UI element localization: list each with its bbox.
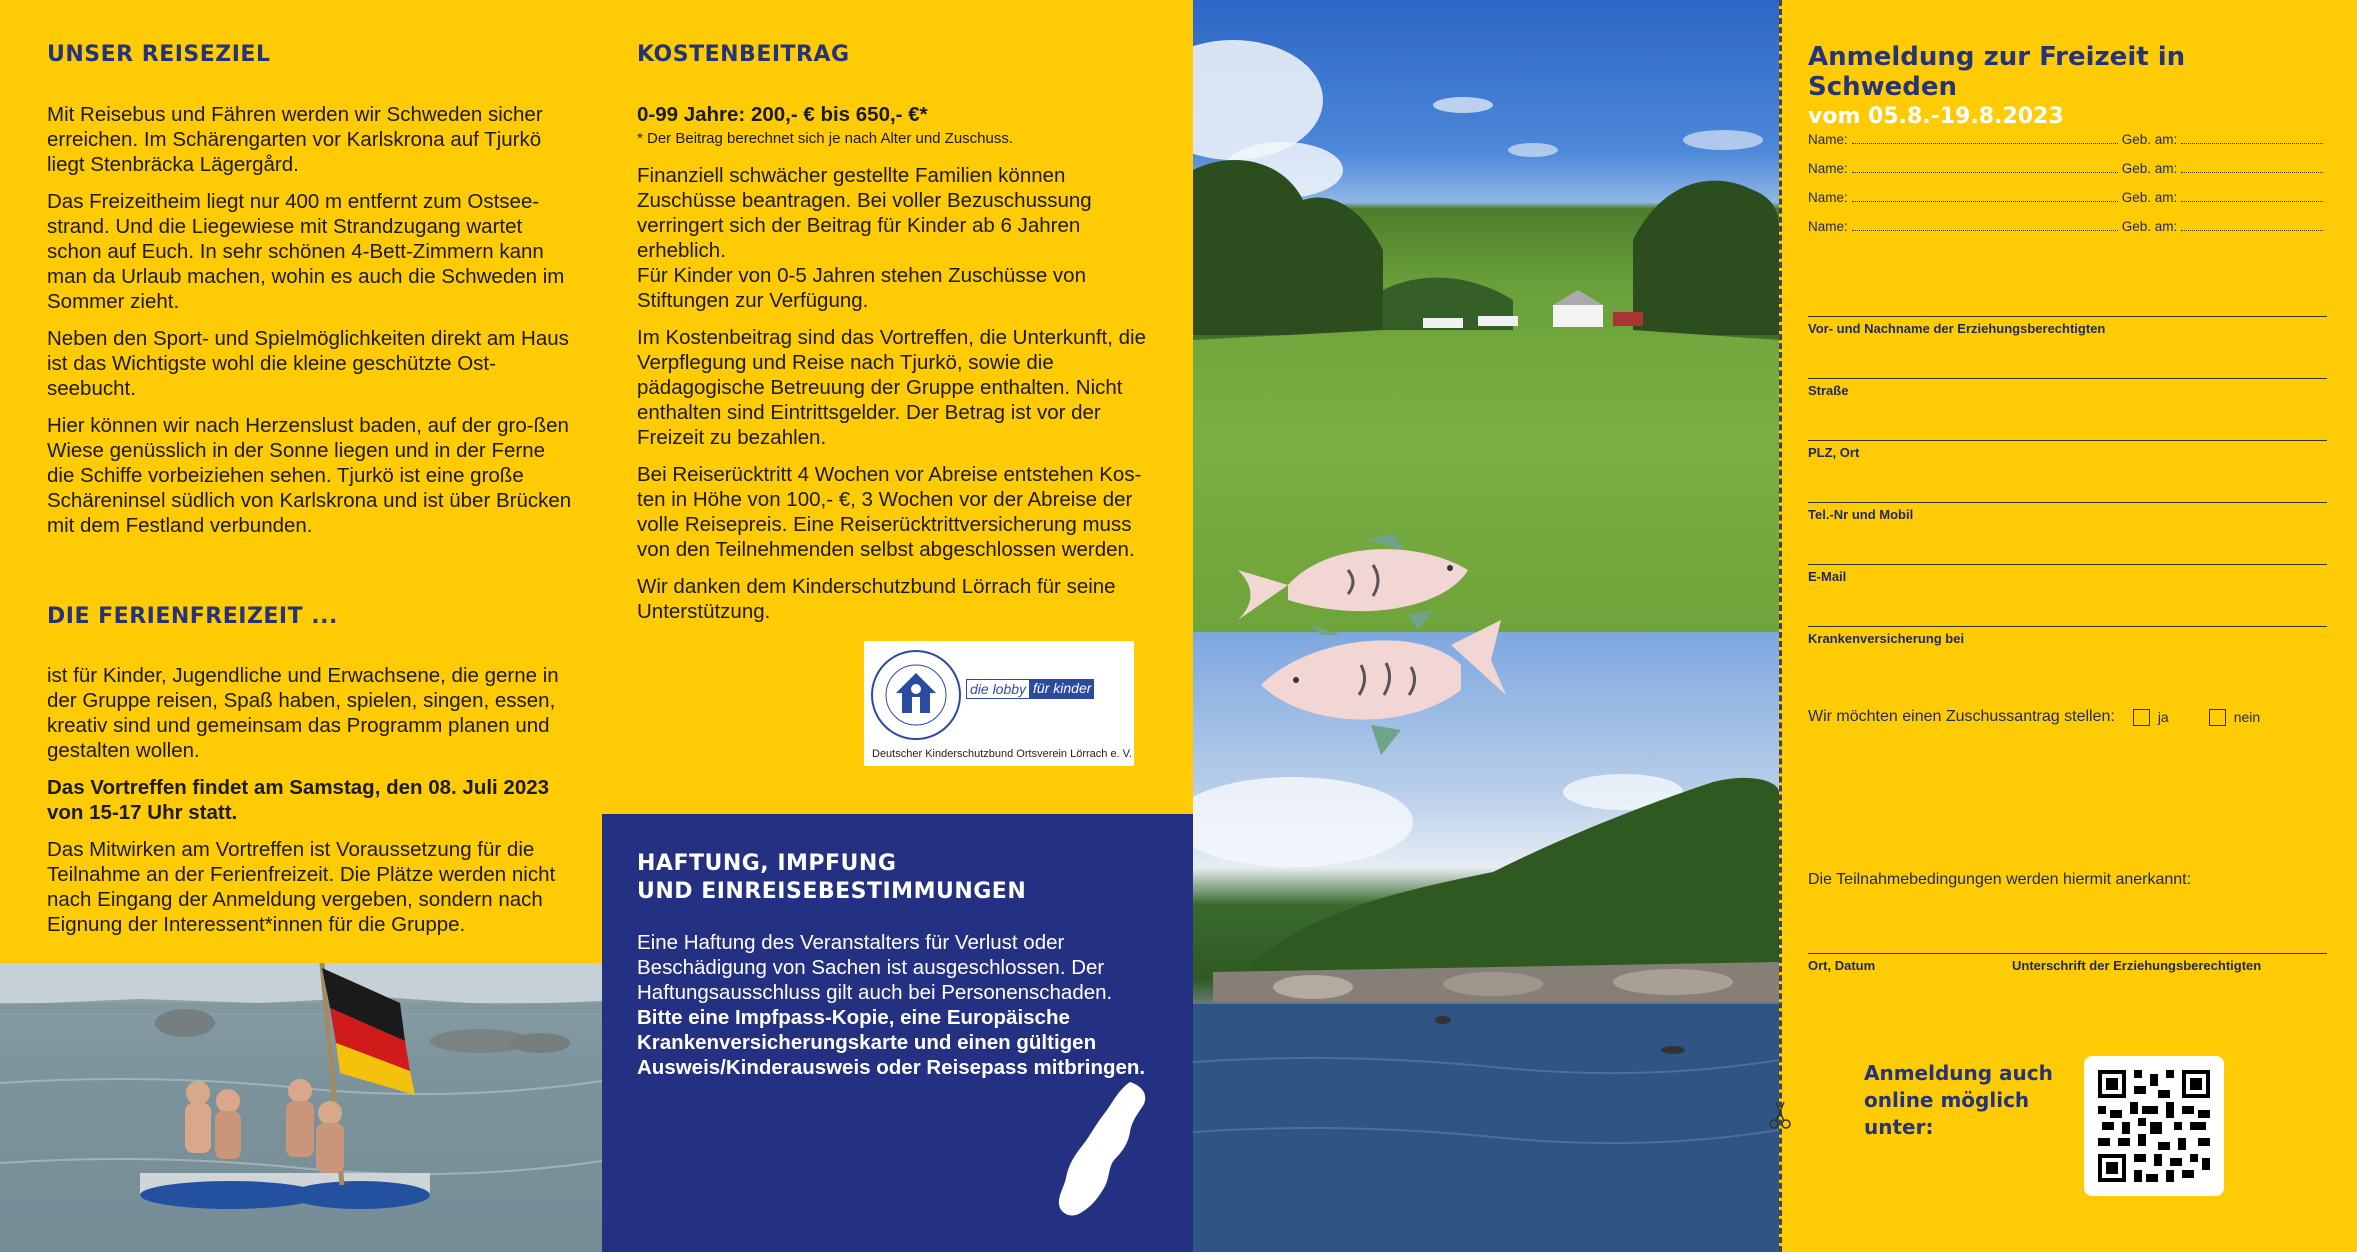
price-line: 0-99 Jahre: 200,- € bis 650,- €* (637, 103, 928, 126)
heading-reiseziel: UNSER REISEZIEL (47, 42, 271, 67)
unterschrift-label: Unterschrift der Erziehungsberechtigten (2012, 958, 2262, 973)
price-note: * Der Beitrag berechnet sich je nach Alter und Zuschuss. (637, 130, 1014, 147)
reiseziel-paragraph: Neben den Sport- und Spielmöglichkeiten direkt am Haus ist das Wichtigste wohl die kleine geschützte Ost-seebucht. (47, 327, 569, 400)
form-title: Anmeldung zur Freizeit in Schweden (1808, 42, 2186, 102)
ferien-paragraph: ist für Kinder, Jugendliche und Erwachsene, die gerne in der Gruppe reisen, Spaß haben, spielen, singen, essen, kreativ sind und gemeinsam das Programm planen und gestalten wollen. (47, 664, 559, 762)
anmeldung-header (1808, 42, 2327, 129)
panel-photos (1193, 0, 1779, 1252)
guardian-name-field[interactable]: Vor- und Nachname der Erziehungsberechtigten (1808, 316, 2327, 336)
panel-reiseziel (0, 0, 602, 1252)
haftung-requirements: Bitte eine Impfpass-Kopie, eine Europäische Krankenversicherungskarte und einen gültigen Ausweis/Kinderausweis oder Reisepass mitbringen. (637, 1006, 1146, 1079)
checkbox-nein[interactable] (2209, 709, 2226, 726)
panel-anmeldung (1779, 0, 2357, 1252)
geb-label: Geb. am: (2121, 132, 2178, 147)
kosten-block (637, 42, 1158, 636)
reiseziel-block (47, 42, 572, 550)
signature-line[interactable] (1808, 953, 2327, 973)
name-label: Name: (1808, 219, 1848, 234)
online-note (1864, 1060, 2053, 1141)
raft-illustration (0, 963, 602, 1252)
email-field[interactable]: E-Mail (1808, 564, 2327, 584)
ort-datum-label: Ort, Datum (1808, 958, 1876, 973)
reiseziel-paragraph: Hier können wir nach Herzenslust baden, auf der gro-ßen Wiese genüsslich in der Sonne liegen und in der Ferne die Schiffe vorbeiziehen sehen. Tjurkö ist eine große Schäreninsel südlich von Karlskrona und ist über Brücken mit dem Festland verbunden. (47, 414, 572, 537)
guardian-fields (1808, 316, 2327, 656)
kosten-paragraph: Im Kostenbeitrag sind das Vortreffen, die Unterkunft, die Verpflegung und Reise nach Tjurkö, sowie die pädagogische Betreuung der Gruppe enthalten. Nicht enthalten sind Eintrittsgelder. Der Betrag ist vor der Freizeit zu bezahlen. (637, 326, 1146, 449)
name-rows (1808, 132, 2327, 242)
kosten-paragraph: Finanziell schwächer gestellte Familien können Zuschüsse beantragen. Bei voller Bezuschussung verringert sich der Beitrag für Kinder ab 6 Jahren erheblich. (637, 164, 1092, 262)
insurance-field[interactable]: Krankenversicherung bei (1808, 626, 2327, 646)
logo-caption: Deutscher Kinderschutzbund Ortsverein Lörrach e. V. (872, 748, 1133, 760)
heading-haftung-2: UND EINREISEBESTIMMUNGEN (637, 879, 1027, 904)
fish-icon (1251, 615, 1511, 765)
geb-label: Geb. am: (2121, 190, 2178, 205)
geb-label: Geb. am: (2121, 161, 2178, 176)
zuschuss-question: Wir möchten einen Zuschussantrag stellen: (1808, 708, 2115, 725)
phone-field[interactable]: Tel.-Nr und Mobil (1808, 502, 2327, 522)
name-label: Name: (1808, 132, 1848, 147)
haftung-box (602, 814, 1193, 1252)
panel-kosten (602, 0, 1193, 1252)
name-row[interactable] (1808, 161, 2327, 176)
name-row[interactable] (1808, 190, 2327, 205)
option-nein: nein (2233, 709, 2261, 725)
ferien-paragraph: Das Mitwirken am Vortreffen ist Voraussetzung für die Teilnahme an der Ferienfreizeit. Die Plätze werden nicht nach Eingang der Anmeldung vergeben, sondern nach Eignung der Interessent*innen für die Gruppe. (47, 838, 556, 936)
lobby-left: die lobby (966, 679, 1030, 699)
qr-code-icon (2098, 1070, 2210, 1182)
option-ja: ja (2157, 709, 2169, 725)
reiseziel-paragraph: Mit Reisebus und Fähren werden wir Schweden sicher erreichen. Im Schärengarten vor Karlskrona auf Tjurkö liegt Stenbräcka Lägergård. (47, 103, 543, 176)
conditions-text: Die Teilnahmebedingungen werden hiermit anerkannt: (1808, 871, 2192, 888)
ferienfreizeit-block (47, 604, 572, 949)
vortreffen-info: Das Vortreffen findet am Samstag, den 08. Juli 2023 von 15-17 Uhr statt. (47, 776, 550, 824)
geb-label: Geb. am: (2121, 219, 2178, 234)
reiseziel-paragraph: Das Freizeitheim liegt nur 400 m entfernt zum Ostsee-strand. Und die Liegewiese mit Strandzugang wartet schon auf Euch. In sehr schönen 4-Bett-Zimmern kann man da Urlaub machen, wohin es auch die Schweden im Sommer zieht. (47, 190, 565, 313)
checkbox-ja[interactable] (2133, 709, 2150, 726)
dksb-seal-icon (866, 645, 966, 745)
heading-kosten: KOSTENBEITRAG (637, 42, 850, 67)
sweden-map-icon (1052, 1080, 1152, 1220)
kosten-paragraph: Bei Reiserücktritt 4 Wochen vor Abreise entstehen Kos-ten in Höhe von 100,- €, 3 Wochen vor der Abreise der volle Reisepreis. Eine Reiserücktrittversicherung muss von den Teilnehmenden selbst abgeschlossen werden. (637, 463, 1142, 561)
lobby-slogan (966, 679, 1094, 699)
name-label: Name: (1808, 161, 1848, 176)
city-field[interactable]: PLZ, Ort (1808, 440, 2327, 460)
online-line-1: Anmeldung auch (1864, 1061, 2053, 1085)
heading-ferienfreizeit: DIE FERIENFREIZEIT ... (47, 604, 338, 629)
lobby-right: für kinder (1030, 679, 1094, 699)
online-line-2: online möglich (1864, 1088, 2030, 1112)
kosten-paragraph: Für Kinder von 0-5 Jahren stehen Zuschüsse von Stiftungen zur Verfügung. (637, 264, 1086, 312)
kinderschutzbund-logo (864, 641, 1134, 766)
name-label: Name: (1808, 190, 1848, 205)
name-row[interactable] (1808, 219, 2327, 234)
online-line-3: unter: (1864, 1115, 1934, 1139)
form-subtitle: vom 05.8.-19.8.2023 (1808, 104, 2064, 129)
haftung-text: Eine Haftung des Veranstalters für Verlust oder Beschädigung von Sachen ist ausgeschlossen. Der Haftungsausschluss gilt auch bei Personenschaden. (637, 931, 1113, 1004)
scissors-icon (1768, 1100, 1792, 1130)
name-row[interactable] (1808, 132, 2327, 147)
heading-haftung-1: HAFTUNG, IMPFUNG (637, 851, 897, 876)
zuschuss-row (1808, 708, 2260, 726)
kosten-paragraph: Wir danken dem Kinderschutzbund Lörrach für seine Unterstützung. (637, 575, 1116, 623)
qr-code[interactable] (2084, 1056, 2224, 1196)
raft-photo (0, 963, 602, 1252)
street-field[interactable]: Straße (1808, 378, 2327, 398)
